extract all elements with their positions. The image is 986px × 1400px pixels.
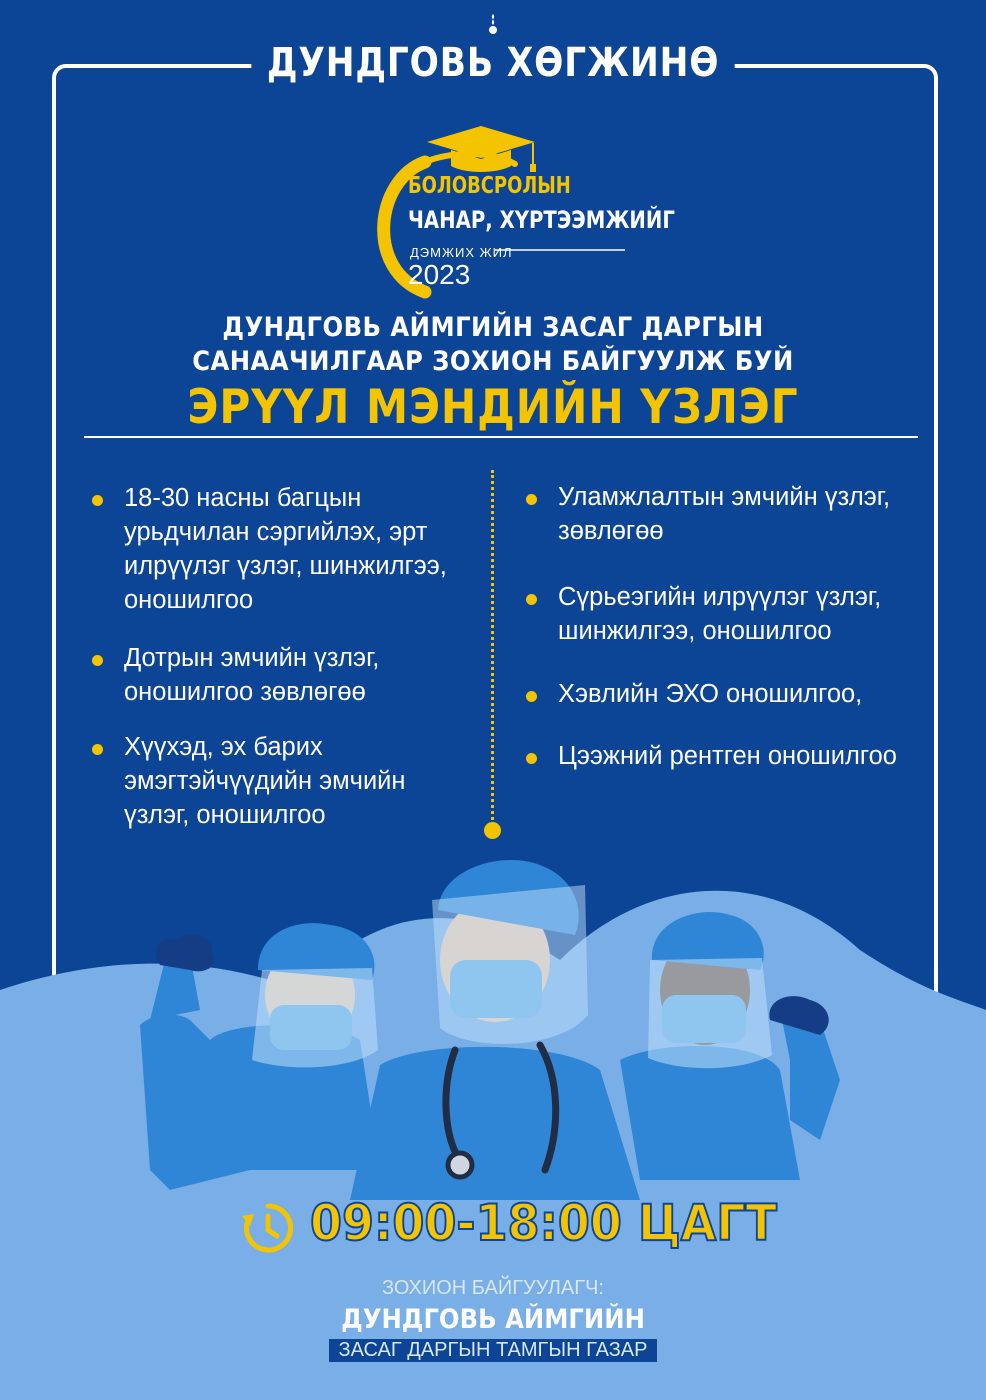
column-divider-end [484, 822, 501, 839]
service-text: Уламжлалтын эмчийн үзлэг, зөвлөгөө [558, 483, 891, 545]
list-item [526, 480, 926, 548]
service-text: Дотрын эмчийн үзлэг, оношилгоо зөвлөгөө [124, 644, 380, 706]
list-item [92, 641, 477, 709]
services-right-list [526, 480, 926, 773]
badge-line-1: БОЛОВСРОЛЫН [408, 173, 571, 199]
organizer-sub-text: ЗАСАГ ДАРГЫН ТАМГЫН ГАЗАР [329, 1339, 658, 1362]
brand-header [0, 36, 986, 90]
headline-line-2: САНААЧИЛГААР ЗОХИОН БАЙГУУЛЖ БУЙ [192, 346, 794, 377]
service-text: Хүүхэд, эх барих эмэгтэйчүүдийн эмчийн үзлэг, оношилгоо [124, 733, 406, 829]
brand-title: ДУНДГОВЬ ХӨГЖИНӨ [251, 36, 735, 90]
bullet-dot-icon [526, 494, 537, 505]
bullet-dot-icon [92, 655, 103, 666]
organizer-name: ДУНДГОВЬ АЙМГИЙН [341, 1304, 645, 1335]
list-item [526, 677, 926, 711]
service-text: 18-30 насны багцын урьдчилан сэргийлэх, эрт илрүүлэг үзлэг, шинжилгээ, оношилгоо [124, 484, 447, 614]
headline-line-1: ДУНДГОВЬ АЙМГИЙН ЗАСАГ ДАРГЫН [222, 312, 764, 343]
bullet-dot-icon [526, 691, 537, 702]
organizer-label: ЗОХИОН БАЙГУУЛАГЧ: [382, 1277, 604, 1299]
bullet-dot-icon [526, 753, 537, 764]
column-divider [491, 470, 494, 820]
list-item [526, 580, 926, 648]
doctor-left-figure [140, 923, 380, 1190]
bullet-dot-icon [92, 495, 103, 506]
list-item [92, 730, 477, 832]
badge-line-2: ЧАНАР, ХҮРТЭЭМЖИЙГ [408, 206, 675, 234]
clock-icon [240, 1200, 296, 1256]
organizer-sub [0, 1339, 986, 1362]
service-text: Цээжний рентген оношилгоо [558, 742, 897, 770]
badge-year: 2023 [408, 259, 471, 290]
service-text: Хэвлийн ЭХО оношилгоо, [558, 680, 863, 708]
headline-title: ЭРҮҮЛ МЭНДИЙН ҮЗЛЭГ [187, 380, 799, 435]
badge-line-3: ДЭМЖИХ ЖИЛ [410, 245, 513, 260]
services-left-list [92, 481, 477, 832]
list-item [526, 739, 926, 773]
bullet-dot-icon [526, 594, 537, 605]
header-divider [84, 436, 918, 438]
list-item [92, 481, 477, 617]
soyombo-icon [478, 12, 508, 36]
bullet-dot-icon [92, 744, 103, 755]
schedule-time: 09:00-18:00 ЦАГТ [310, 1194, 777, 1252]
service-text: Сүрьеэгийн илрүүлэг үзлэг, шинжилгээ, оношилгоо [558, 583, 882, 645]
education-year-badge [355, 120, 675, 310]
